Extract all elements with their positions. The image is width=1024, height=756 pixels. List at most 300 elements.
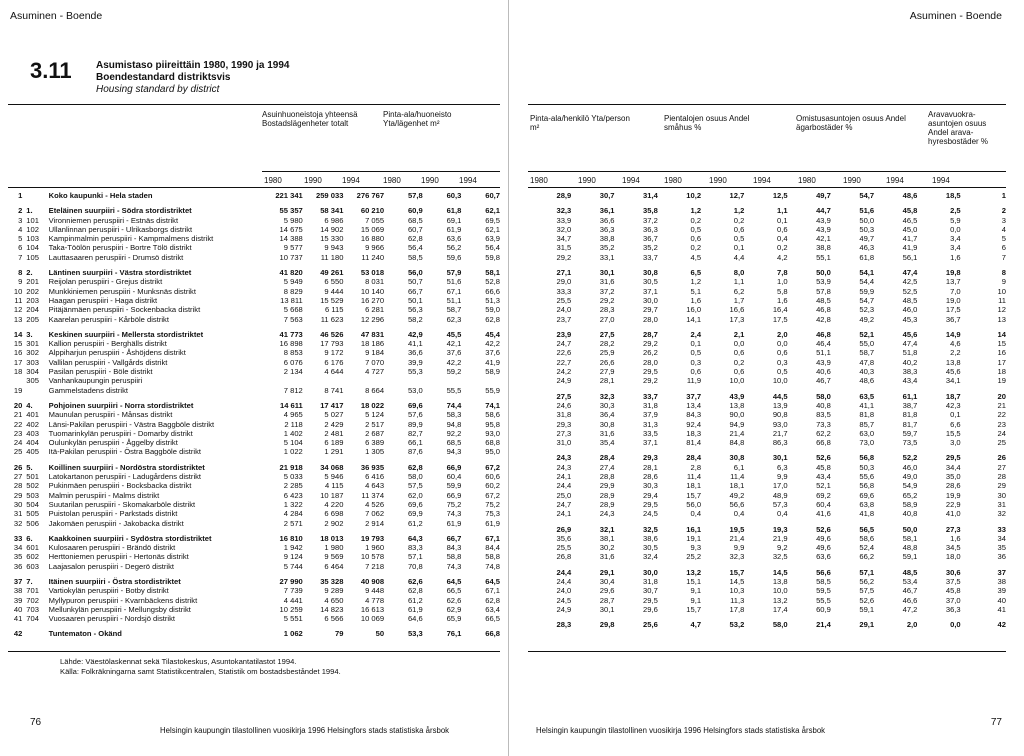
- rule-years-top: [262, 171, 500, 172]
- cell-value: 61,9: [446, 224, 462, 234]
- district-name: Tuntematon - Okänd: [48, 629, 122, 639]
- cell-value: 1,2: [690, 206, 702, 216]
- cell-value: 27,5: [556, 391, 572, 401]
- cell-value: 41 773: [279, 329, 303, 339]
- cell-value: 37,7: [686, 391, 702, 401]
- cell-value: 40,6: [816, 367, 831, 377]
- cell-value: 19 793: [360, 533, 385, 543]
- year-1980: 1980: [798, 176, 816, 185]
- cell-value: 75,3: [485, 509, 500, 519]
- cell-value: 55,9: [485, 385, 500, 395]
- cell-value: 51,8: [902, 348, 918, 358]
- cell-value: 74,3: [446, 561, 462, 571]
- cell-value: 25,6: [643, 620, 658, 630]
- cell-value: 30,0: [643, 567, 658, 577]
- table-row: [528, 552, 1006, 561]
- cell-value: 14 611: [279, 400, 303, 410]
- row-number: 27: [13, 472, 23, 482]
- cell-value: 68,8: [485, 438, 500, 448]
- cell-value: 4,5: [690, 252, 702, 262]
- cell-value: 14 902: [320, 224, 344, 234]
- district-code: 401: [26, 410, 39, 420]
- cell-value: 41,1: [859, 400, 875, 410]
- district-name: Suutarilan peruspiiri - Skomakarböle distrikt: [48, 499, 196, 509]
- cell-value: 53,9: [816, 277, 831, 287]
- cell-value: 25,9: [599, 348, 615, 358]
- cell-value: 50,0: [902, 524, 918, 534]
- table-row: [528, 525, 1006, 534]
- row-number: 10: [997, 286, 1006, 296]
- row-number: 28: [997, 472, 1006, 482]
- table-row: [528, 191, 1006, 200]
- district-code: 503: [26, 490, 39, 500]
- cell-value: 57,1: [407, 552, 423, 562]
- cell-value: 7 218: [365, 561, 385, 571]
- cell-value: 5 668: [283, 305, 303, 315]
- cell-value: 46 526: [320, 329, 344, 339]
- cell-value: 51,1: [446, 295, 462, 305]
- cell-value: 66,1: [407, 438, 423, 448]
- cell-value: 37,2: [599, 286, 615, 296]
- row-number: 15: [997, 339, 1006, 349]
- cell-value: 6,5: [690, 268, 702, 278]
- table-row: [8, 305, 500, 314]
- cell-value: 15,7: [686, 604, 702, 614]
- cell-value: 49,0: [902, 472, 918, 482]
- row-number: 22: [13, 419, 23, 429]
- table-row: [528, 367, 1006, 376]
- running-header-left: Asuminen - Boende: [10, 10, 103, 22]
- table-row: [528, 315, 1006, 324]
- cell-value: 44,7: [816, 206, 831, 216]
- cell-value: 63,6: [816, 552, 831, 562]
- district-code: 204: [26, 305, 39, 315]
- table-row: [528, 472, 1006, 481]
- district-name: Tuomarinkylän peruspiiri - Domarby distrikt: [48, 428, 193, 438]
- cell-value: 74,1: [485, 400, 500, 410]
- cell-value: 24,6: [556, 400, 572, 410]
- year-1980: 1980: [664, 176, 682, 185]
- cell-value: 49,2: [729, 490, 745, 500]
- cell-value: 18,5: [945, 191, 961, 200]
- cell-value: 9 577: [283, 243, 303, 253]
- cell-value: 31,6: [599, 552, 615, 562]
- cell-value: 259 033: [315, 191, 344, 200]
- cell-value: 59,1: [902, 552, 918, 562]
- table-row: [8, 358, 500, 367]
- cell-value: 70,8: [407, 561, 423, 571]
- cell-value: 42,8: [816, 314, 831, 324]
- cell-value: 6 176: [324, 357, 344, 367]
- cell-value: 50,3: [859, 462, 875, 472]
- table-row: [528, 620, 1006, 629]
- cell-value: 0,2: [690, 215, 702, 225]
- table-row: [528, 392, 1006, 401]
- district-code: 305: [26, 376, 39, 386]
- cell-value: 21,7: [772, 428, 788, 438]
- cell-value: 24,4: [556, 576, 572, 586]
- cell-value: 9,2: [777, 543, 788, 553]
- cell-value: 9 966: [365, 243, 385, 253]
- cell-value: 45,5: [446, 329, 462, 339]
- district-code: 701: [26, 586, 39, 596]
- row-number: 39: [997, 586, 1006, 596]
- cell-value: 28,3: [599, 305, 615, 315]
- cell-value: 52,1: [859, 329, 875, 339]
- cell-value: 28,9: [599, 490, 615, 500]
- cell-value: 27,9: [599, 367, 615, 377]
- cell-value: 40,8: [816, 400, 831, 410]
- cell-value: 93,0: [772, 419, 788, 429]
- cell-value: 6 566: [324, 614, 344, 624]
- cell-value: 31,0: [556, 438, 572, 448]
- cell-value: 24,0: [556, 586, 572, 596]
- cell-value: 12 296: [360, 314, 385, 324]
- col-header-owner-occupied: Omistusasuntojen osuus Andel ägarbostäder %: [796, 114, 906, 132]
- cell-value: 1 291: [324, 447, 344, 457]
- cell-value: 21,4: [729, 428, 745, 438]
- cell-value: 43,4: [816, 472, 831, 482]
- cell-value: 47,4: [902, 268, 918, 278]
- cell-value: 29,7: [643, 305, 658, 315]
- cell-value: 36,6: [599, 215, 615, 225]
- cell-value: 1 062: [283, 629, 303, 639]
- cell-value: 1,2: [690, 277, 702, 287]
- cell-value: 16,0: [686, 305, 702, 315]
- row-number: 11: [14, 295, 23, 305]
- cell-value: 61,9: [485, 518, 500, 528]
- cell-value: 73,0: [859, 438, 875, 448]
- cell-value: 60,6: [485, 472, 500, 482]
- cell-value: 62,8: [407, 234, 423, 244]
- cell-value: 6 698: [324, 509, 344, 519]
- cell-value: 14,5: [772, 567, 788, 577]
- cell-value: 92,2: [446, 428, 462, 438]
- cell-value: 29,5: [643, 367, 658, 377]
- cell-value: 21,4: [729, 533, 745, 543]
- table-row: [528, 401, 1006, 410]
- cell-value: 58,0: [772, 620, 788, 630]
- cell-value: 5,9: [950, 215, 961, 225]
- district-code: 702: [26, 595, 39, 605]
- district-name: Koko kaupunki - Hela staden: [48, 191, 153, 200]
- table-row: [528, 509, 1006, 518]
- row-number: 17: [997, 357, 1006, 367]
- cell-value: 43,9: [729, 391, 745, 401]
- cell-value: 10 140: [360, 286, 385, 296]
- cell-value: 69,6: [407, 400, 423, 410]
- table-row: [8, 429, 500, 438]
- row-number: 28: [13, 481, 23, 491]
- table-row: [8, 277, 500, 286]
- cell-value: 27 990: [279, 576, 303, 586]
- district-name: Laajasalon peruspiiri - Degerö distrikt: [48, 561, 175, 571]
- cell-value: 4 965: [283, 410, 303, 420]
- cell-value: 17,3: [729, 314, 745, 324]
- cell-value: 27,0: [599, 314, 615, 324]
- cell-value: 61,8: [859, 252, 875, 262]
- cell-value: 52,4: [859, 543, 875, 553]
- cell-value: 50,1: [407, 295, 423, 305]
- cell-value: 41,7: [902, 234, 918, 244]
- cell-value: 8,0: [733, 268, 745, 278]
- cell-value: 15 330: [320, 234, 344, 244]
- district-name: Herttoniemen peruspiiri - Hertonäs distrikt: [48, 552, 189, 562]
- cell-value: 42,9: [407, 329, 423, 339]
- cell-value: 24,9: [556, 376, 572, 386]
- row-number: 10: [13, 286, 23, 296]
- cell-value: 17 417: [320, 400, 344, 410]
- table-row: [528, 225, 1006, 234]
- district-code: 205: [26, 314, 39, 324]
- cell-value: 7 070: [365, 357, 385, 367]
- cell-value: 10 259: [279, 604, 303, 614]
- cell-value: 13,8: [729, 400, 745, 410]
- cell-value: 46,7: [902, 586, 918, 596]
- cell-value: 45,8: [902, 206, 918, 216]
- cell-value: 41,0: [945, 509, 961, 519]
- district-code: 404: [26, 438, 39, 448]
- year-1994: 1994: [622, 176, 640, 185]
- row-number: 9: [1001, 277, 1006, 287]
- cell-value: 19,5: [729, 524, 745, 534]
- cell-value: 35,8: [643, 206, 658, 216]
- table-row: [528, 243, 1006, 252]
- cell-value: 56,2: [859, 576, 875, 586]
- cell-value: 45,0: [902, 224, 918, 234]
- cell-value: 62,8: [485, 314, 500, 324]
- district-code: 6.: [26, 533, 33, 543]
- cell-value: 36,6: [407, 348, 423, 358]
- cell-value: 49,7: [816, 191, 831, 200]
- cell-value: 11 180: [320, 252, 344, 262]
- cell-value: 29,5: [643, 595, 658, 605]
- cell-value: 0,5: [690, 348, 702, 358]
- row-number: 20: [997, 391, 1006, 401]
- table-row: [528, 268, 1006, 277]
- cell-value: 0,5: [690, 224, 702, 234]
- cell-value: 49,6: [816, 533, 831, 543]
- district-code: [26, 629, 48, 638]
- cell-value: 26,2: [643, 348, 658, 358]
- cell-value: 63,0: [859, 428, 875, 438]
- cell-value: 16 270: [360, 295, 385, 305]
- cell-value: 6 076: [283, 357, 303, 367]
- cell-value: 89,9: [407, 419, 423, 429]
- cell-value: 29,8: [599, 620, 615, 630]
- cell-value: 35 328: [320, 576, 344, 586]
- cell-value: 6,3: [777, 462, 788, 472]
- row-number: 7: [18, 252, 23, 262]
- cell-value: 4 778: [365, 595, 385, 605]
- cell-value: 48,6: [902, 191, 918, 200]
- table-row: [8, 401, 500, 410]
- cell-value: 5 104: [283, 438, 303, 448]
- cell-value: 9 444: [324, 286, 344, 296]
- cell-value: 56,6: [729, 499, 745, 509]
- table-row: [8, 234, 500, 243]
- cell-value: 32,3: [556, 206, 572, 216]
- cell-value: 14,9: [945, 329, 961, 339]
- cell-value: 4 220: [324, 499, 344, 509]
- cell-value: 58 341: [320, 206, 344, 216]
- cell-value: 37,5: [945, 576, 961, 586]
- cell-value: 9,3: [690, 543, 702, 553]
- table-row: [528, 438, 1006, 447]
- cell-value: 27,4: [599, 462, 615, 472]
- cell-value: 28,1: [643, 462, 658, 472]
- row-number: 24: [997, 428, 1006, 438]
- cell-value: 58,5: [407, 252, 423, 262]
- cell-value: 1 980: [324, 543, 344, 553]
- cell-value: 33,3: [556, 286, 572, 296]
- cell-value: 15,5: [945, 428, 961, 438]
- cell-value: 28,6: [945, 481, 961, 491]
- cell-value: 58,7: [446, 305, 462, 315]
- table-row: [528, 206, 1006, 215]
- year-1980: 1980: [383, 176, 401, 185]
- cell-value: 7,0: [950, 286, 961, 296]
- title-swedish: Boendestandard distriktsvis: [96, 72, 231, 83]
- cell-value: 49,7: [859, 234, 875, 244]
- cell-value: 59,2: [446, 367, 462, 377]
- cell-value: 1 402: [283, 428, 303, 438]
- table-row: [528, 277, 1006, 286]
- district-code: 7.: [26, 576, 33, 586]
- cell-value: 74,4: [446, 400, 462, 410]
- cell-value: 45,6: [902, 329, 918, 339]
- district-code: 506: [26, 518, 39, 528]
- cell-value: 56,1: [902, 252, 918, 262]
- cell-value: 5,8: [777, 286, 788, 296]
- cell-value: 18,1: [686, 481, 702, 491]
- cell-value: 29,1: [859, 620, 875, 630]
- row-number: 37: [13, 576, 23, 586]
- cell-value: 52,6: [859, 595, 875, 605]
- cell-value: 58,6: [485, 410, 500, 420]
- cell-value: 0,1: [690, 339, 702, 349]
- table-row: [8, 534, 500, 543]
- cell-value: 29,0: [556, 277, 572, 287]
- cell-value: 32,3: [729, 552, 745, 562]
- row-number: 1: [18, 191, 23, 200]
- row-number: 32: [13, 518, 23, 528]
- cell-value: 67,2: [485, 490, 500, 500]
- row-number: 25: [997, 438, 1006, 448]
- row-number: 36: [997, 552, 1006, 562]
- cell-value: 29,2: [643, 376, 658, 386]
- table-row: [528, 287, 1006, 296]
- row-number: 5: [1001, 234, 1006, 244]
- cell-value: 0,2: [777, 243, 788, 253]
- cell-value: 2 118: [284, 419, 303, 429]
- cell-value: 8 853: [283, 348, 303, 358]
- cell-value: 13,8: [945, 357, 961, 367]
- cell-value: 83,3: [407, 543, 423, 553]
- row-number: 37: [997, 567, 1006, 577]
- table-row: [8, 519, 500, 528]
- cell-value: 79: [334, 629, 344, 639]
- cell-value: 24,2: [556, 367, 572, 377]
- cell-value: 52,1: [816, 481, 831, 491]
- cell-value: 21,9: [772, 533, 788, 543]
- district-code: 703: [26, 604, 39, 614]
- table-row: [8, 225, 500, 234]
- row-number: 4: [18, 224, 23, 234]
- cell-value: 30,1: [599, 604, 615, 614]
- cell-value: 45,6: [945, 367, 961, 377]
- cell-value: 29,6: [643, 604, 658, 614]
- col-header-area-dwelling: Pinta-ala/huoneisto Yta/lägenhet m²: [383, 110, 452, 128]
- cell-value: 28,6: [643, 472, 658, 482]
- title-english: Housing standard by district: [96, 84, 220, 95]
- title-finnish: Asumistaso piireittäin 1980, 1990 ja 1994: [96, 60, 290, 71]
- cell-value: 56,0: [686, 499, 702, 509]
- cell-value: 3,0: [950, 438, 961, 448]
- cell-value: 64,3: [407, 533, 423, 543]
- cell-value: 7 563: [283, 314, 303, 324]
- cell-value: 66,7: [407, 286, 423, 296]
- year-1990: 1990: [843, 176, 861, 185]
- district-name: Eteläinen suurpiiri - Södra stordistriktet: [48, 206, 192, 216]
- table-row: [8, 315, 500, 324]
- cell-value: 19,9: [945, 490, 961, 500]
- cell-value: 18,1: [729, 481, 745, 491]
- cell-value: 47,4: [902, 339, 918, 349]
- cell-value: 15 069: [360, 224, 385, 234]
- col-header-arava-rental: Aravavuokra-asuntojen osuus Andel arava-hyresbostäder %: [928, 110, 989, 146]
- cell-value: 1,6: [777, 295, 788, 305]
- cell-value: 5 946: [324, 472, 344, 482]
- cell-value: 6 115: [324, 305, 344, 315]
- cell-value: 2 914: [365, 518, 385, 528]
- row-number: 40: [13, 604, 23, 614]
- cell-value: 32,0: [556, 224, 572, 234]
- cell-value: 15 529: [320, 295, 344, 305]
- cell-value: 38,3: [902, 367, 918, 377]
- cell-value: 37,0: [945, 595, 961, 605]
- cell-value: 38,8: [816, 243, 831, 253]
- cell-value: 24,1: [556, 472, 572, 482]
- cell-value: 56,4: [485, 243, 500, 253]
- cell-value: 55 357: [279, 206, 303, 216]
- cell-value: 86,3: [772, 438, 788, 448]
- cell-value: 59,8: [485, 252, 500, 262]
- district-name: Pohjoinen suurpiiri - Norra stordistriktet: [48, 400, 194, 410]
- cell-value: 67,1: [446, 286, 462, 296]
- district-name: Pukinmäen peruspiiri - Bocksbacka distrikt: [48, 481, 192, 491]
- cell-value: 29,2: [643, 339, 658, 349]
- district-code: 302: [26, 348, 39, 358]
- cell-value: 4 727: [365, 367, 385, 377]
- cell-value: 2,4: [690, 329, 702, 339]
- cell-value: 11,4: [686, 472, 702, 482]
- cell-value: 60,7: [407, 224, 423, 234]
- district-code: 405: [26, 447, 39, 457]
- cell-value: 69,6: [859, 490, 875, 500]
- cell-value: 27,3: [556, 428, 572, 438]
- cell-value: 8 829: [283, 286, 303, 296]
- cell-value: 6,6: [950, 419, 961, 429]
- cell-value: 22,7: [556, 357, 572, 367]
- cell-value: 49 261: [320, 268, 344, 278]
- district-code: 105: [26, 252, 39, 262]
- row-number: 21: [13, 410, 23, 420]
- district-code: 203: [26, 295, 39, 305]
- cell-value: 59,5: [816, 586, 831, 596]
- cell-value: 41,6: [816, 509, 831, 519]
- table-row: [528, 491, 1006, 500]
